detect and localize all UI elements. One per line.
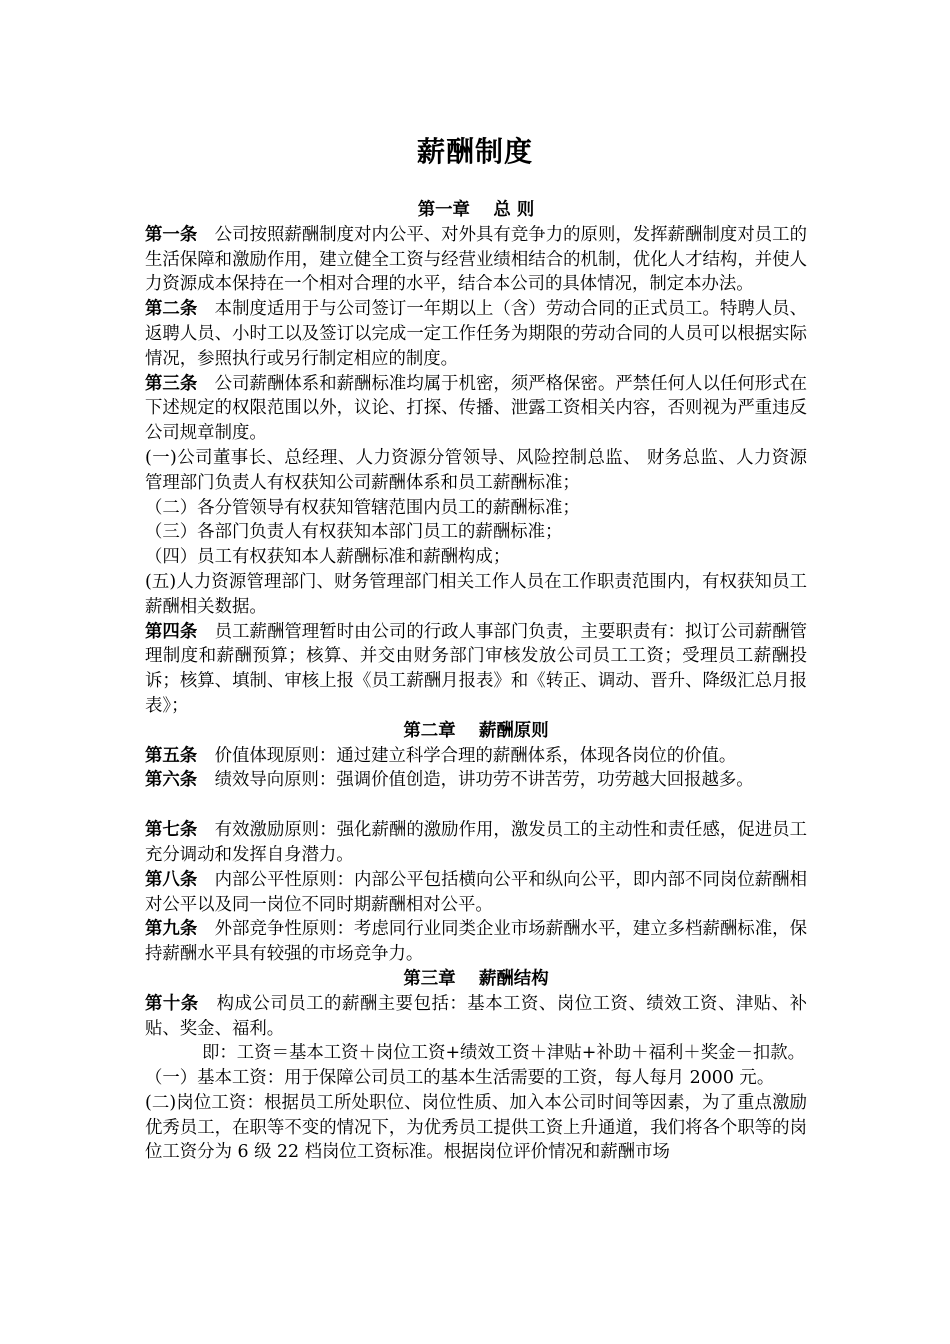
article-text: 公司薪酬体系和薪酬标准均属于机密，须严格保密。严禁任何人以任何形式在下述规定的权限范围以外，议论、打探、传播、泄露工资相关内容，否则视为严重违反公司规章制度。 bbox=[145, 373, 807, 444]
list-item: (二)岗位工资：根据员工所处职位、岗位性质、加入本公司时间等因素，为了重点激励优秀员工，在职等不变的情况下，为优秀员工提供工资上升通道，我们将各个职等的岗位工资分为 6 级 22 档岗位工资标准。根据岗位评价情况和薪酬市场 bbox=[145, 1092, 807, 1163]
list-item: （一）基本工资：用于保障公司员工的基本生活需要的工资，每人每月 2000 元。 bbox=[145, 1068, 775, 1089]
article-3 bbox=[145, 372, 807, 446]
article-text: 公司按照薪酬制度对内公平、对外具有竞争力的原则，发挥薪酬制度对员工的生活保障和激励作用，建立健全工资与经营业绩相结合的机制，优化人才结构，并使人力资源成本保持在一个相对合理的水平，结合本公司的具体情况，制定本办法。 bbox=[145, 224, 807, 295]
document-title: 薪酬制度 bbox=[416, 135, 533, 168]
list-item: （四）员工有权获知本人薪酬标准和薪酬构成； bbox=[145, 547, 511, 568]
article-text: 价值体现原则：通过建立科学合理的薪酬体系，体现各岗位的价值。 bbox=[197, 745, 737, 766]
article-1 bbox=[145, 223, 807, 297]
article-5 bbox=[145, 744, 807, 769]
article-text: 外部竞争性原则：考虑同行业同类企业市场薪酬水平，建立多档薪酬标准，保持薪酬水平具有较强的市场竞争力。 bbox=[145, 919, 807, 965]
article-7 bbox=[145, 818, 807, 868]
article-label: 第十条 bbox=[145, 993, 199, 1014]
article-label: 第一条 bbox=[145, 224, 198, 245]
article-text: 绩效导向原则：强调价值创造，讲功劳不讲苦劳，功劳越大回报越多。 bbox=[197, 770, 754, 791]
article-2 bbox=[145, 297, 807, 371]
article-text: 构成公司员工的薪酬主要包括：基本工资、岗位工资、绩效工资、津贴、补贴、奖金、福利。 bbox=[145, 993, 807, 1039]
chapter-1-heading: 第一章 总 则 bbox=[417, 200, 535, 220]
article-text: 本制度适用于与公司签订一年期以上（含）劳动合同的正式员工。特聘人员、返聘人员、小时工以及签订以完成一定工作任务为期限的劳动合同的人员可以根据实际情况，参照执行或另行制定相应的制度。 bbox=[145, 299, 807, 369]
article-6 bbox=[145, 768, 807, 793]
article-8 bbox=[145, 868, 807, 918]
article-label: 第七条 bbox=[145, 820, 198, 841]
article-label: 第八条 bbox=[145, 869, 198, 890]
article-10 bbox=[145, 992, 807, 1042]
article-label: 第二条 bbox=[145, 299, 198, 320]
salary-formula: 即：工资＝基本工资＋岗位工资+绩效工资＋津贴+补助＋福利＋奖金－扣款。 bbox=[202, 1043, 806, 1064]
article-text: 内部公平性原则：内部公平包括横向公平和纵向公平，即内部不同岗位薪酬相对公平以及同一岗位不同时期薪酬相对公平。 bbox=[145, 869, 807, 915]
chapter-3-heading: 第三章 薪酬结构 bbox=[403, 968, 549, 989]
chapter-2-heading: 第二章 薪酬原则 bbox=[403, 720, 549, 741]
article-4 bbox=[145, 620, 807, 719]
article-label: 第三条 bbox=[145, 373, 198, 394]
article-label: 第九条 bbox=[145, 919, 198, 940]
list-item: (一)公司董事长、总经理、人力资源分管领导、风险控制总监、 财务总监、人力资源管理部门负责人有权获知公司薪酬体系和员工薪酬标准； bbox=[145, 447, 807, 493]
article-text: 有效激励原则：强化薪酬的激励作用，激发员工的主动性和责任感，促进员工充分调动和发挥自身潜力。 bbox=[145, 820, 807, 865]
article-9 bbox=[145, 917, 807, 967]
article-label: 第六条 bbox=[145, 770, 198, 791]
article-label: 第五条 bbox=[145, 745, 198, 766]
blank-line bbox=[145, 793, 807, 818]
article-text: 员工薪酬管理暂时由公司的行政人事部门负责，主要职责有：拟订公司薪酬管理制度和薪酬预算；核算、并交由财务部门审核发放公司员工工资；受理员工薪酬投诉；核算、填制、审核上报《员工薪酬月报表》和《转正、调动、晋升、降级汇总月报表》； bbox=[145, 621, 807, 716]
document-body bbox=[145, 198, 807, 1165]
list-item: （二）各分管领导有权获知管辖范围内员工的薪酬标准； bbox=[145, 497, 580, 518]
article-label: 第四条 bbox=[145, 621, 198, 642]
list-item: (五)人力资源管理部门、财务管理部门相关工作人员在工作职责范围内，有权获知员工薪酬相关数据。 bbox=[145, 571, 807, 617]
list-item: （三）各部门负责人有权获知本部门员工的薪酬标准； bbox=[145, 522, 563, 543]
